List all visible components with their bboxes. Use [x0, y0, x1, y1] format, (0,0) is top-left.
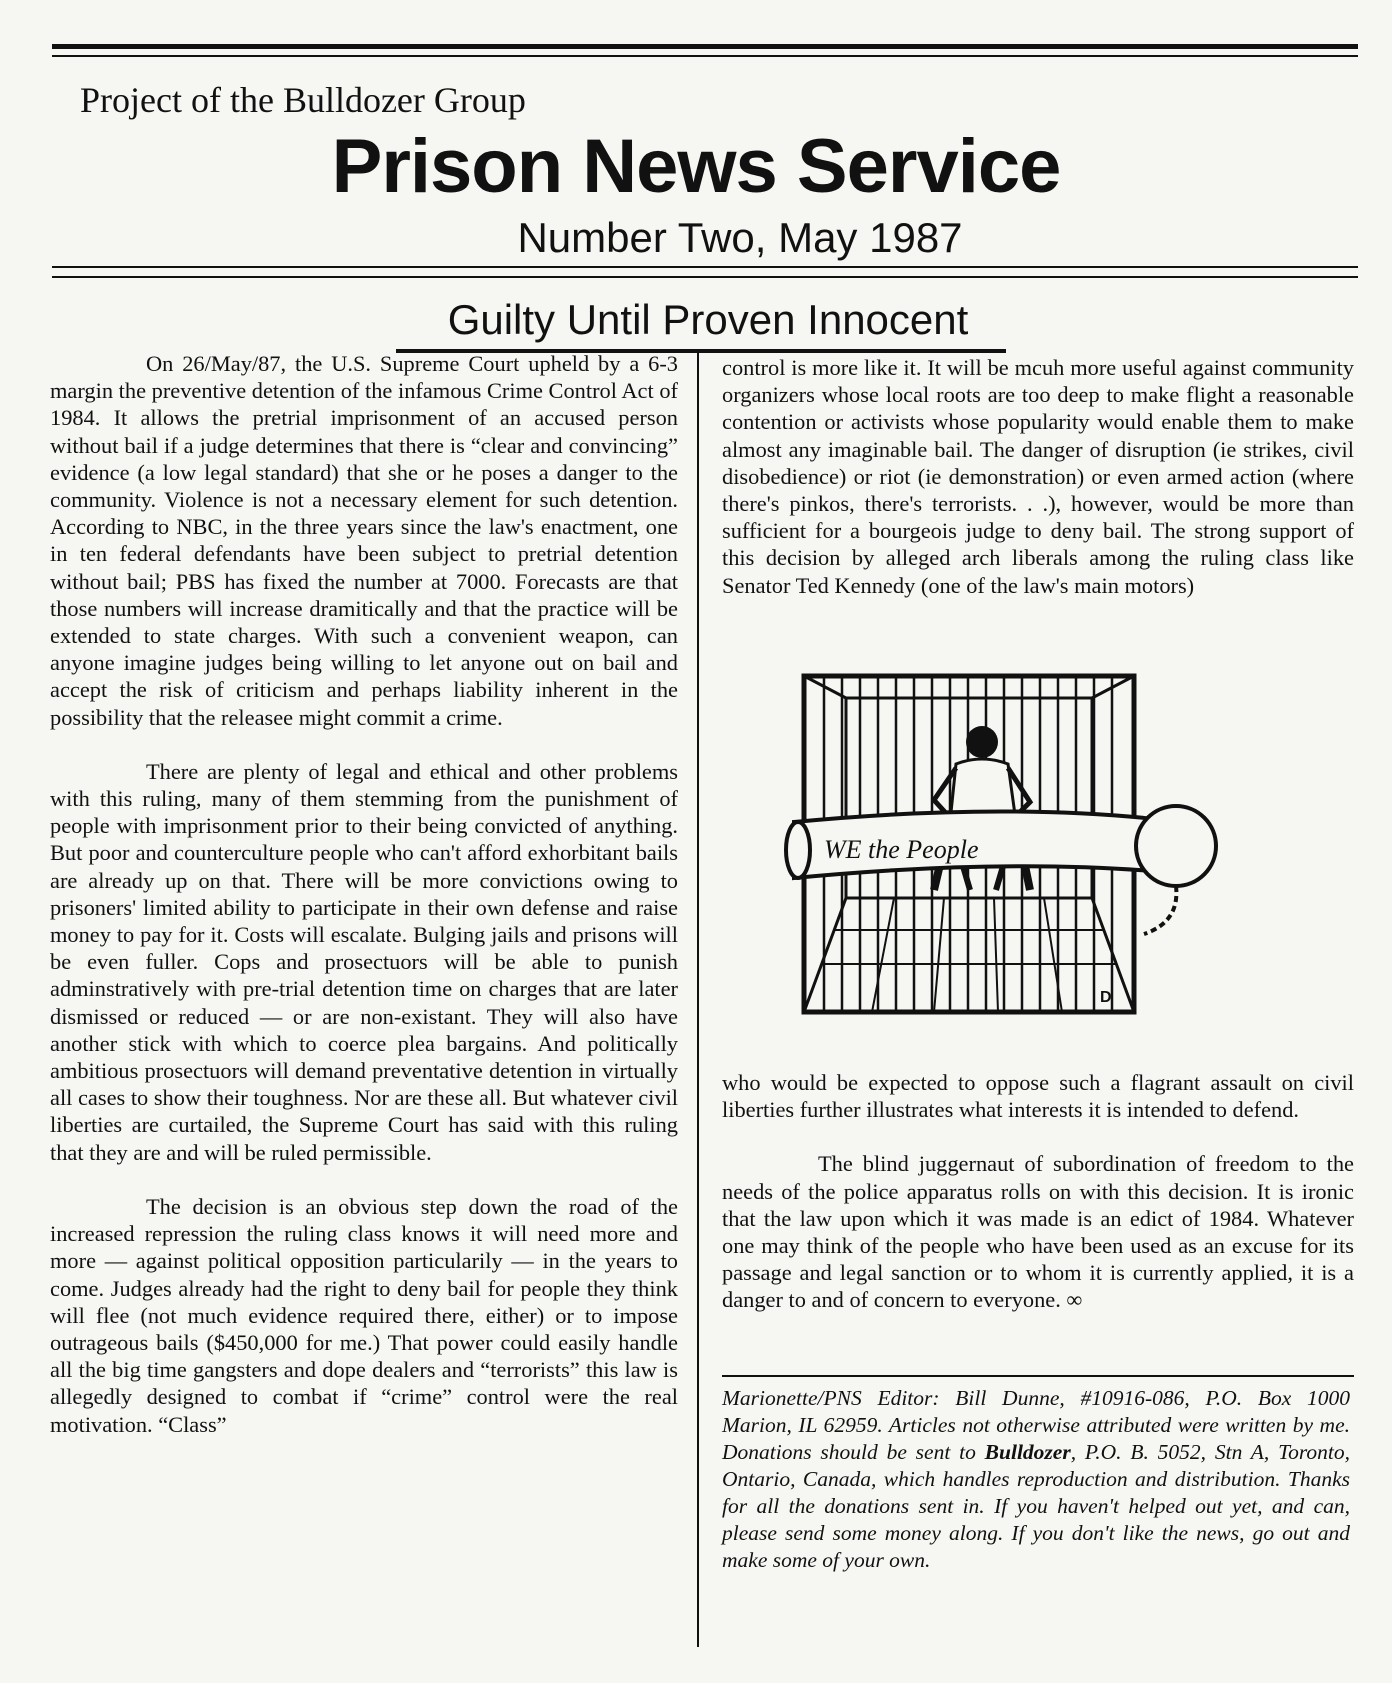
masthead-top-rule-thick [52, 44, 1358, 49]
editor-credits [722, 1385, 1350, 1574]
issue-line: Number Two, May 1987 [517, 214, 963, 261]
caged-prisoner-illustration [784, 672, 1224, 1044]
paragraph-4: control is more like it. It will be mcuh more useful against community organizers whose local roots are too deep to make flight a reasonable contention or activists whose popularity would enable them to make almost any imaginable bail. The danger of disruption (ie strikes, civil disobedience) or riot (ie demonstration) or even armed action (where there's pinkos, there's terrorists. . .), however, would be more than sufficient for a bourgeois judge to deny bail. The strong support of this decision by alleged arch liberals among the ruling class like Senator Ted Kennedy (one of the law's main motors) [722, 355, 1354, 598]
masthead-title: Prison News Service [331, 124, 1061, 209]
article-column-2-top [722, 354, 1354, 599]
credits-rule [722, 1375, 1354, 1377]
paragraph-3: The decision is an obvious step down the road of the increased repression the ruling class knows it will need more and more — against political opposition particularily — in the years to come. Judges already had the right to deny bail for people they think will flee (not much evidence required there, either) or to impose outrageous bails ($450,000 for me.) That power could easily handle all the big time gangsters and dope dealers and “terrorists” this law is allegedly designed to combat if “crime” control were the real motivation. “Class” [50, 1193, 678, 1437]
paragraph-1: On 26/May/87, the U.S. Supreme Court upheld by a 6-3 margin the preventive detention of the infamous Crime Control Act of 1984. It allows the pretrial imprisonment of an accused person without bail if a judge determines that there is “clear and convincing” evidence (a low legal standard) that she or he poses a danger to the community. Violence is not a necessary element for such detention. According to NBC, in the three years since the law's enactment, one in ten federal defendants have been subject to pretrial detention without bail; PBS has fixed the number at 7000. Forecasts are that those numbers will increase dramitically and that the practice will be extended to state charges. With such a convenient weapon, can anyone imagine judges being willing to let anyone out on bail and accept the risk of criticism and perhaps liability inherent in the possibility that the releasee might commit a crime. [50, 351, 678, 730]
paragraph-2: There are plenty of legal and ethical and other problems with this ruling, many of them stemming from the punishment of people with imprisonment prior to their being convicted of anything. But poor and counterculture people who can't afford exhorbitant bails are already up on that. There will be more convictions owing to prisoners' limited ability to participate in their own defense and raise money to pay for it. Costs will escalate. Bulging jails and prisons will be even fuller. Cops and prosectuors will be able to punish adminstratively with pre-trial detention time on charges that are later dismissed or reduced — or are non-existant. They will also have another stick with which to coerce plea bargains. And politically ambitious prosectuors will demand preventative detention in virtually all cases to show their toughness. Nor are these all. But whatever civil liberties are curtailed, the Supreme Court has said with this ruling that they are and will be ruled permissible. [50, 758, 679, 1165]
masthead-bottom-rule-2 [52, 276, 1358, 278]
artist-signature: D [1100, 989, 1112, 1006]
masthead-top-rule-thin [52, 55, 1358, 57]
paragraph-6: The blind juggernaut of subordination of freedom to the needs of the police apparatus rolls on with this decision. It is ironic that the law upon which it was made is an edict of 1984. Whatever one may think of the people who have been used as an excuse for its passage and legal sanction or to whom it is currently applied, it is a danger to and of concern to everyone. ∞ [722, 1151, 1354, 1313]
article-column-1 [50, 350, 678, 1438]
masthead-kicker: Project of the Bulldozer Group [80, 80, 526, 120]
ball-label: WE the People [824, 835, 979, 864]
paragraph-5: who would be expected to oppose such a flagrant assault on civil liberties further illustrates what interests it is intended to defend. [722, 1070, 1354, 1123]
credits-tail: , P.O. B. 5052, Stn A, Toronto, Ontario, Canada, which handles reproduction and distribution. Thanks for all the donations sent in. If you haven't helped out yet, and can, please send some money along. If you don't like the news, go out and make some of your own. [722, 1440, 1350, 1572]
column-divider [697, 352, 699, 1647]
article-headline: Guilty Until Proven Innocent [447, 296, 969, 343]
credits-lead: Marionette/PNS Editor: Bill Dunne, #10916-086, P.O. Box 1000 Marion, IL 62959. Articles not otherwise attributed were written by me. Donations should be sent to [722, 1386, 1350, 1464]
masthead-bottom-rule-1 [52, 266, 1358, 268]
credits-bulldozer: Bulldozer [984, 1440, 1071, 1464]
article-column-2-bottom [722, 1069, 1354, 1314]
